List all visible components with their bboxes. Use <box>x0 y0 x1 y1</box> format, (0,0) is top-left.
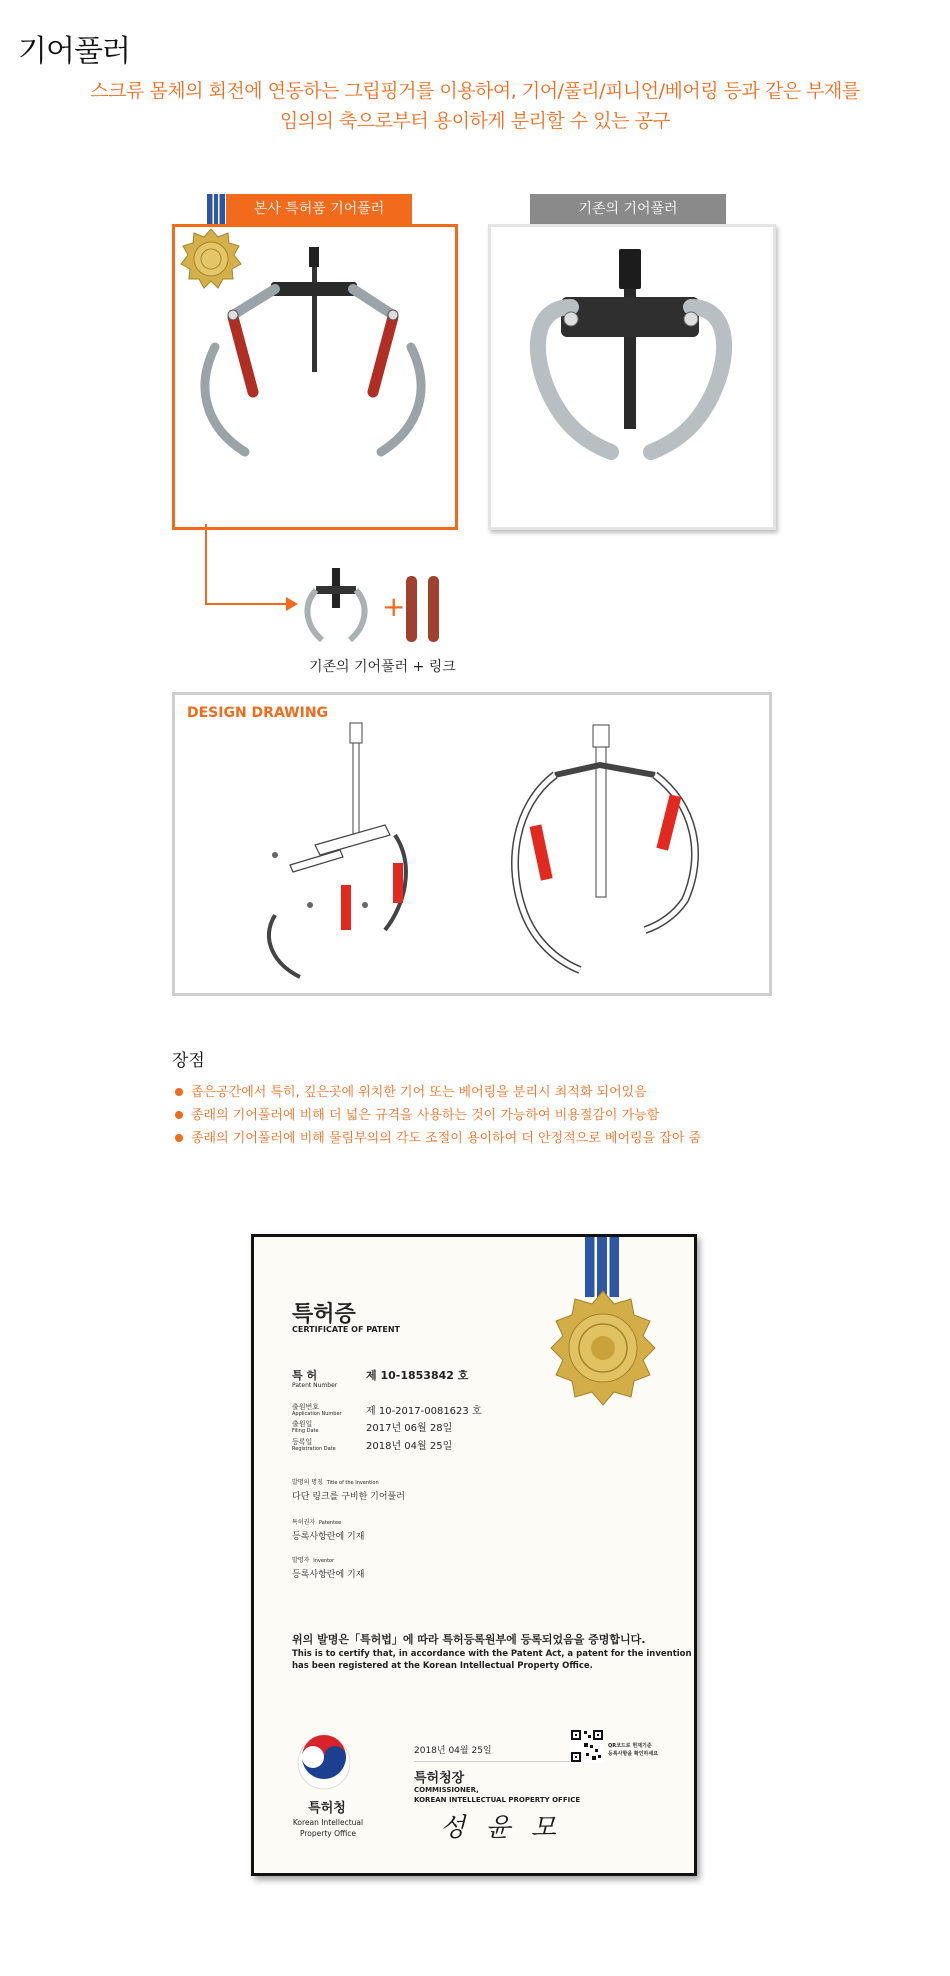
certify-text-en-1: This is to certify that, in accordance with the Patent Act, a patent for the invention <box>292 1649 692 1659</box>
certify-text-kr: 위의 발명은「특허법」에 따라 특허등록원부에 등록되었음을 증명합니다. <box>292 1633 646 1646</box>
inventor-label: 발명자 Inventor <box>292 1557 335 1564</box>
qr-note: QR코드로 현재기준 등록사항을 확인하세요 <box>608 1743 659 1757</box>
patentee-value: 등록사항란에 기재 <box>292 1532 365 1542</box>
app-label-kr: 출원번호 <box>292 1403 320 1411</box>
existing-product-photo <box>488 224 776 530</box>
svg-text:+: + <box>382 590 406 623</box>
reg-label-kr: 등록일 <box>292 1438 313 1446</box>
combo-caption: 기존의 기어풀러 + 링크 <box>309 659 456 675</box>
commissioner-kr: 특허청장 <box>414 1771 465 1786</box>
invention-title: 다단 링크를 구비한 기어풀러 <box>292 1492 405 1502</box>
design-drawing-panel <box>172 692 772 996</box>
patent-label-kr: 특 허 <box>292 1369 318 1382</box>
advantage-item: 좁은공간에서 특히, 깊은곳에 위치한 기어 또는 베어링을 분리시 최적화 되어있음 <box>175 1081 701 1104</box>
filing-label-en: Filing Date <box>292 1428 319 1434</box>
qr-code-icon <box>570 1729 604 1763</box>
bullet-icon <box>175 1111 183 1119</box>
patent-puller-illustration <box>175 227 455 527</box>
advantages-list <box>175 1081 701 1150</box>
reg-label-en: Registration Date <box>292 1446 336 1452</box>
ribbon-icon <box>585 1237 619 1297</box>
patent-product-label: 본사 특허품 기어풀러 <box>226 194 412 225</box>
existing-product-label: 기존의 기어풀러 <box>530 194 726 225</box>
bullet-icon <box>175 1134 183 1142</box>
gold-seal-icon <box>181 229 241 288</box>
filing-label-kr: 출원일 <box>292 1420 313 1428</box>
patent-product-photo <box>172 224 458 530</box>
certify-text-en-2: has been registered at the Korean Intellectual Property Office. <box>292 1661 593 1671</box>
app-label-en: Application Number <box>292 1411 342 1417</box>
subtitle-line-2: 임의의 축으로부터 용이하게 분리할 수 있는 공구 <box>279 110 671 132</box>
advantages-title: 장점 <box>172 1051 205 1071</box>
combo-image <box>302 566 452 648</box>
cert-title-kr: 특허증 <box>292 1302 356 1327</box>
page-subtitle <box>0 76 950 136</box>
signature: 성 윤 모 <box>440 1813 562 1843</box>
kipo-logo-icon <box>296 1735 352 1791</box>
existing-puller-illustration <box>491 227 773 527</box>
subtitle-line-1: 스크류 몸체의 회전에 연동하는 그립핑거를 이용하여, 기어/풀리/피니언/베어링 등과 같은 부재를 <box>90 80 860 102</box>
advantage-item: 종래의 기어풀러에 비해 물림부의의 각도 조절이 용이하여 더 안정적으로 베어링을 잡아 줌 <box>175 1127 701 1150</box>
ribbon-icon <box>207 194 225 226</box>
cert-title-en: CERTIFICATE OF PATENT <box>292 1325 400 1334</box>
patent-label-en: Patent Number <box>292 1382 338 1389</box>
commissioner-en: COMMISSIONER, KOREAN INTELLECTUAL PROPERTY OFFICE <box>414 1786 581 1804</box>
reg-date: 2018년 04월 25일 <box>366 1441 453 1452</box>
exploded-view-drawing <box>255 715 455 985</box>
issue-date: 2018년 04월 25일 <box>414 1746 492 1756</box>
page-title: 기어풀러 <box>18 34 130 69</box>
design-drawing-label: DESIGN DRAWING <box>187 705 329 721</box>
arrow-icon <box>200 524 300 614</box>
app-number: 제 10-2017-0081623 호 <box>366 1406 482 1417</box>
patentee-label: 특허권자 Patentee <box>292 1519 342 1526</box>
office-name-en: Korean Intellectual Property Office <box>292 1818 364 1838</box>
bullet-icon <box>175 1088 183 1096</box>
assembled-view-drawing <box>495 715 735 985</box>
patent-certificate <box>251 1234 697 1876</box>
advantage-item: 종래의 기어풀러에 비해 더 넓은 규격을 사용하는 것이 가능하여 비용절감이 가능함 <box>175 1104 701 1127</box>
gold-seal-icon <box>544 1289 662 1407</box>
office-name-kr: 특허청 <box>308 1801 346 1816</box>
patent-number: 제 10-1853842 호 <box>366 1369 469 1382</box>
inventor-value: 등록사항란에 기재 <box>292 1570 365 1580</box>
filing-date: 2017년 06월 28일 <box>366 1423 453 1434</box>
invention-label: 발명의 명칭 Title of the Invention <box>292 1479 379 1486</box>
